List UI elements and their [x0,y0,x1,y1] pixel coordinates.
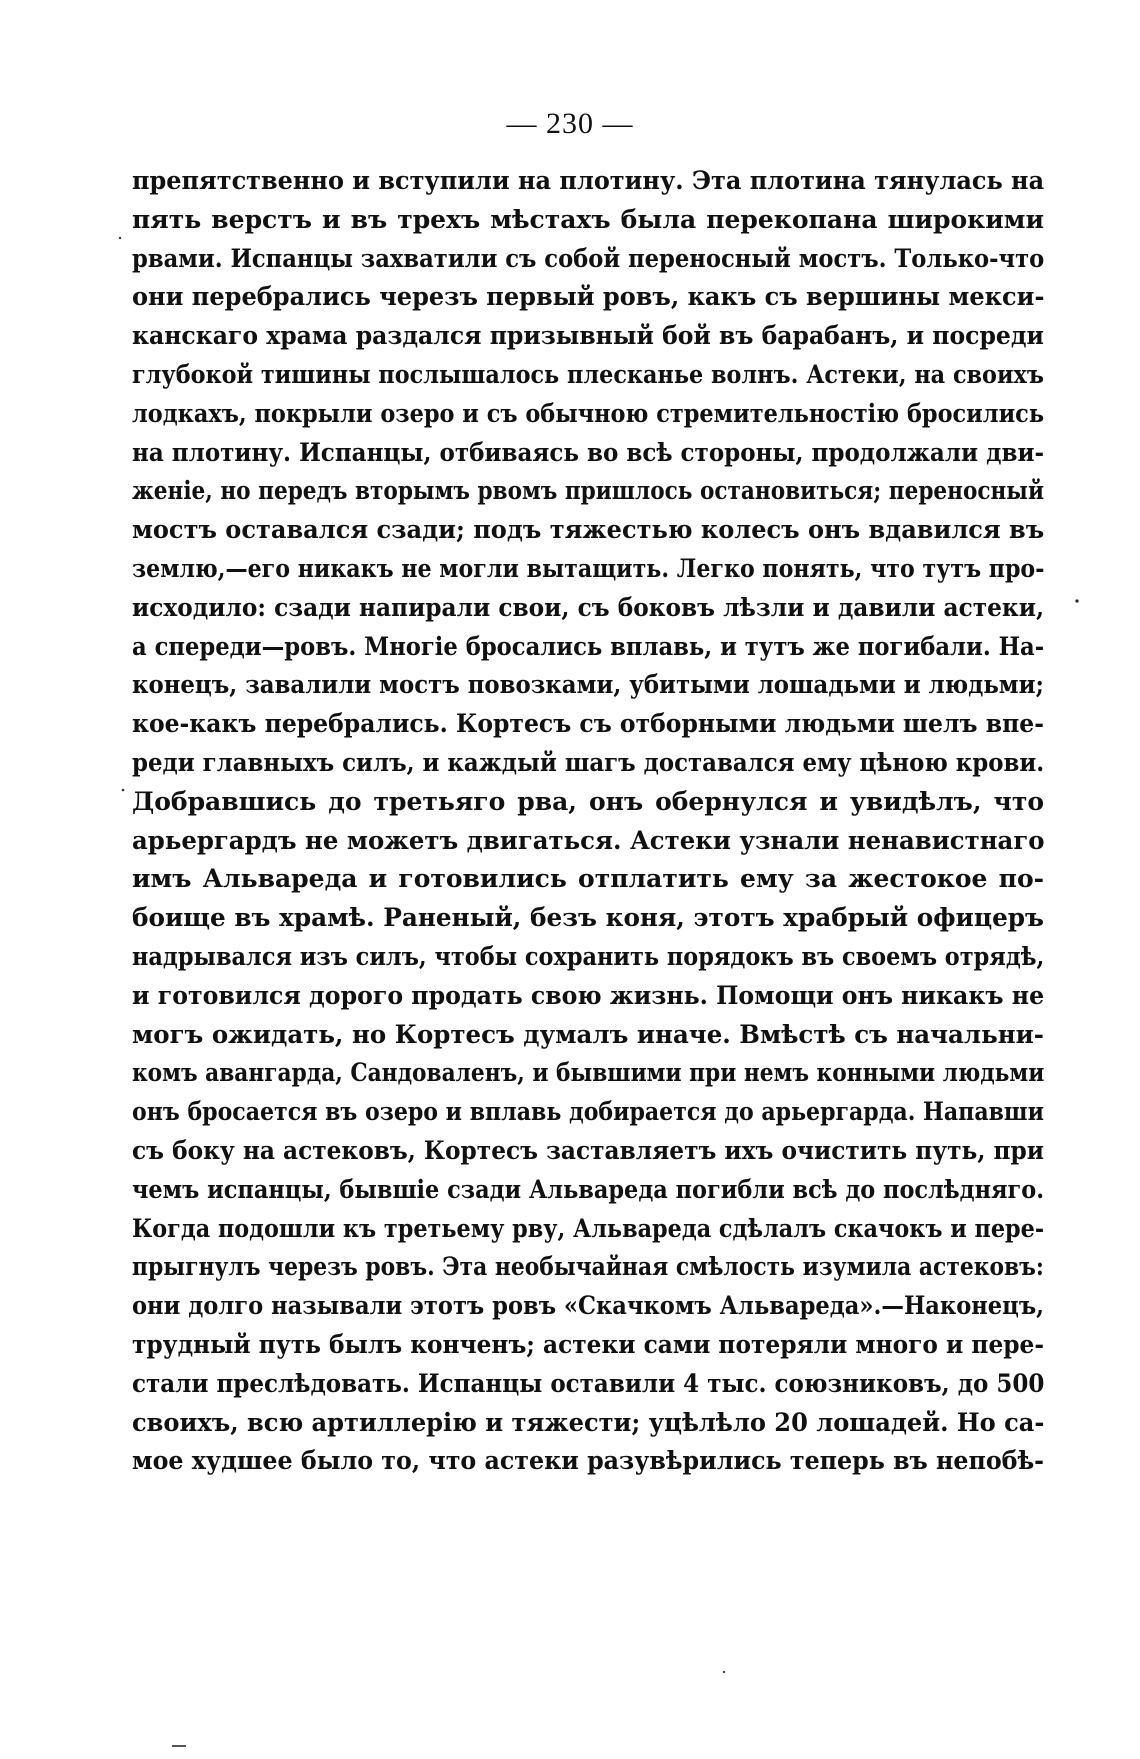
text-line: стали преслѣдовать. Испанцы оставили 4 тыс. союзниковъ, до 500 [132,1368,1045,1398]
text-line: канскаго храма раздался призывный бой въ барабанъ, и посреди [132,321,1044,351]
text-line: прыгнулъ черезъ ровъ. Эта необычайная смѣлость изумила астековъ: [132,1252,1044,1282]
text-line: боище въ храмѣ. Раненый, безъ коня, этотъ храбрый офицеръ [132,903,1045,933]
text-line: лодкахъ, покрыли озеро и съ обычною стремительностію бросились [132,398,1045,428]
text-line: пять верстъ и въ трехъ мѣстахъ была перекопана широкими [132,204,1044,234]
text-line: препятственно и вступили на плотину. Эта плотина тянулась на [132,166,1045,195]
text-line: а спереди—ровъ. Многіе бросались вплавь, и тутъ же погибали. На- [132,631,1045,661]
dust-speck [122,789,125,792]
body-text [132,162,1044,1481]
text-line: мое худшее было то, что астеки разувѣрились теперь въ непобѣ- [132,1446,1045,1476]
text-line: кое-какъ перебрались. Кортесъ съ отборными людьми шелъ впе- [132,709,1044,739]
text-line: исходило: сзади напирали свои, съ боковъ лѣзли и давили астеки, [132,592,1045,622]
text-line: Добравшись до третьяго рва, онъ обернулся и увидѣлъ, что [132,786,1044,816]
dust-speck [723,1671,725,1673]
text-line: своихъ, всю артиллерію и тяжести; уцѣлѣло 20 лошадей. Но са- [132,1407,1045,1437]
text-line: и готовился дорого продать свою жизнь. Помощи онъ никакъ не [132,980,1045,1010]
text-line: мостъ оставался сзади; подъ тяжестью колесъ онъ вдавился въ [132,515,1045,545]
text-line: глубокой тишины послышалось плесканье волнъ. Астеки, на своихъ [132,359,1044,389]
text-line: надрывался изъ силъ, чтобы сохранить порядокъ въ своемъ отрядѣ, [132,941,1045,971]
dust-mark [172,1745,186,1747]
text-line: они долго называли этотъ ровъ «Скачкомъ Альвареда».—Наконецъ, [132,1291,1045,1321]
text-line: на плотину. Испанцы, отбиваясь во всѣ стороны, продолжали дви- [132,437,1045,467]
text-line: съ боку на астековъ, Кортесъ заставляетъ ихъ очистить путь, при [132,1135,1045,1165]
text-line: комъ авангарда, Сандоваленъ, и бывшими при немъ конными людьми [132,1058,1045,1088]
dust-speck [119,237,121,239]
text-line: конецъ, завалили мостъ повозками, убитыми лошадьми и людьми; [132,670,1044,700]
text-line: чемъ испанцы, бывшіе сзади Альвареда погибли всѣ до послѣдняго. [132,1174,1045,1204]
text-line: рвами. Испанцы захватили съ собой переносный мостъ. Только-что [132,243,1045,273]
text-line: реди главныхъ силъ, и каждый шагъ доставался ему цѣною крови. [132,747,1045,777]
text-line: землю,—его никакъ не могли вытащить. Легко понять, что тутъ про- [132,553,1045,583]
text-line: онъ бросается въ озеро и вплавь добирается до арьергарда. Напавши [132,1097,1044,1127]
text-line: могъ ожидать, но Кортесъ думалъ иначе. Вмѣстѣ съ начальни- [132,1019,1044,1049]
text-line: имъ Альвареда и готовились отплатить ему за жестокое по- [132,864,1044,894]
text-line: Когда подошли къ третьему рву, Альвареда сдѣлалъ скачокъ и пере- [132,1213,1045,1243]
text-line: арьергардъ не можетъ двигаться. Астеки узнали ненавистнаго [132,825,1045,855]
text-line: трудный путь былъ конченъ; астеки сами потеряли много и пере- [132,1329,1044,1359]
page-number: — 230 — [506,107,634,140]
text-line: они перебрались черезъ первый ровъ, какъ съ вершины мекси- [132,282,1045,312]
dust-speck [1075,599,1078,602]
text-line: женіе, но передъ вторымъ рвомъ пришлось остановиться; переносный [132,476,1044,506]
